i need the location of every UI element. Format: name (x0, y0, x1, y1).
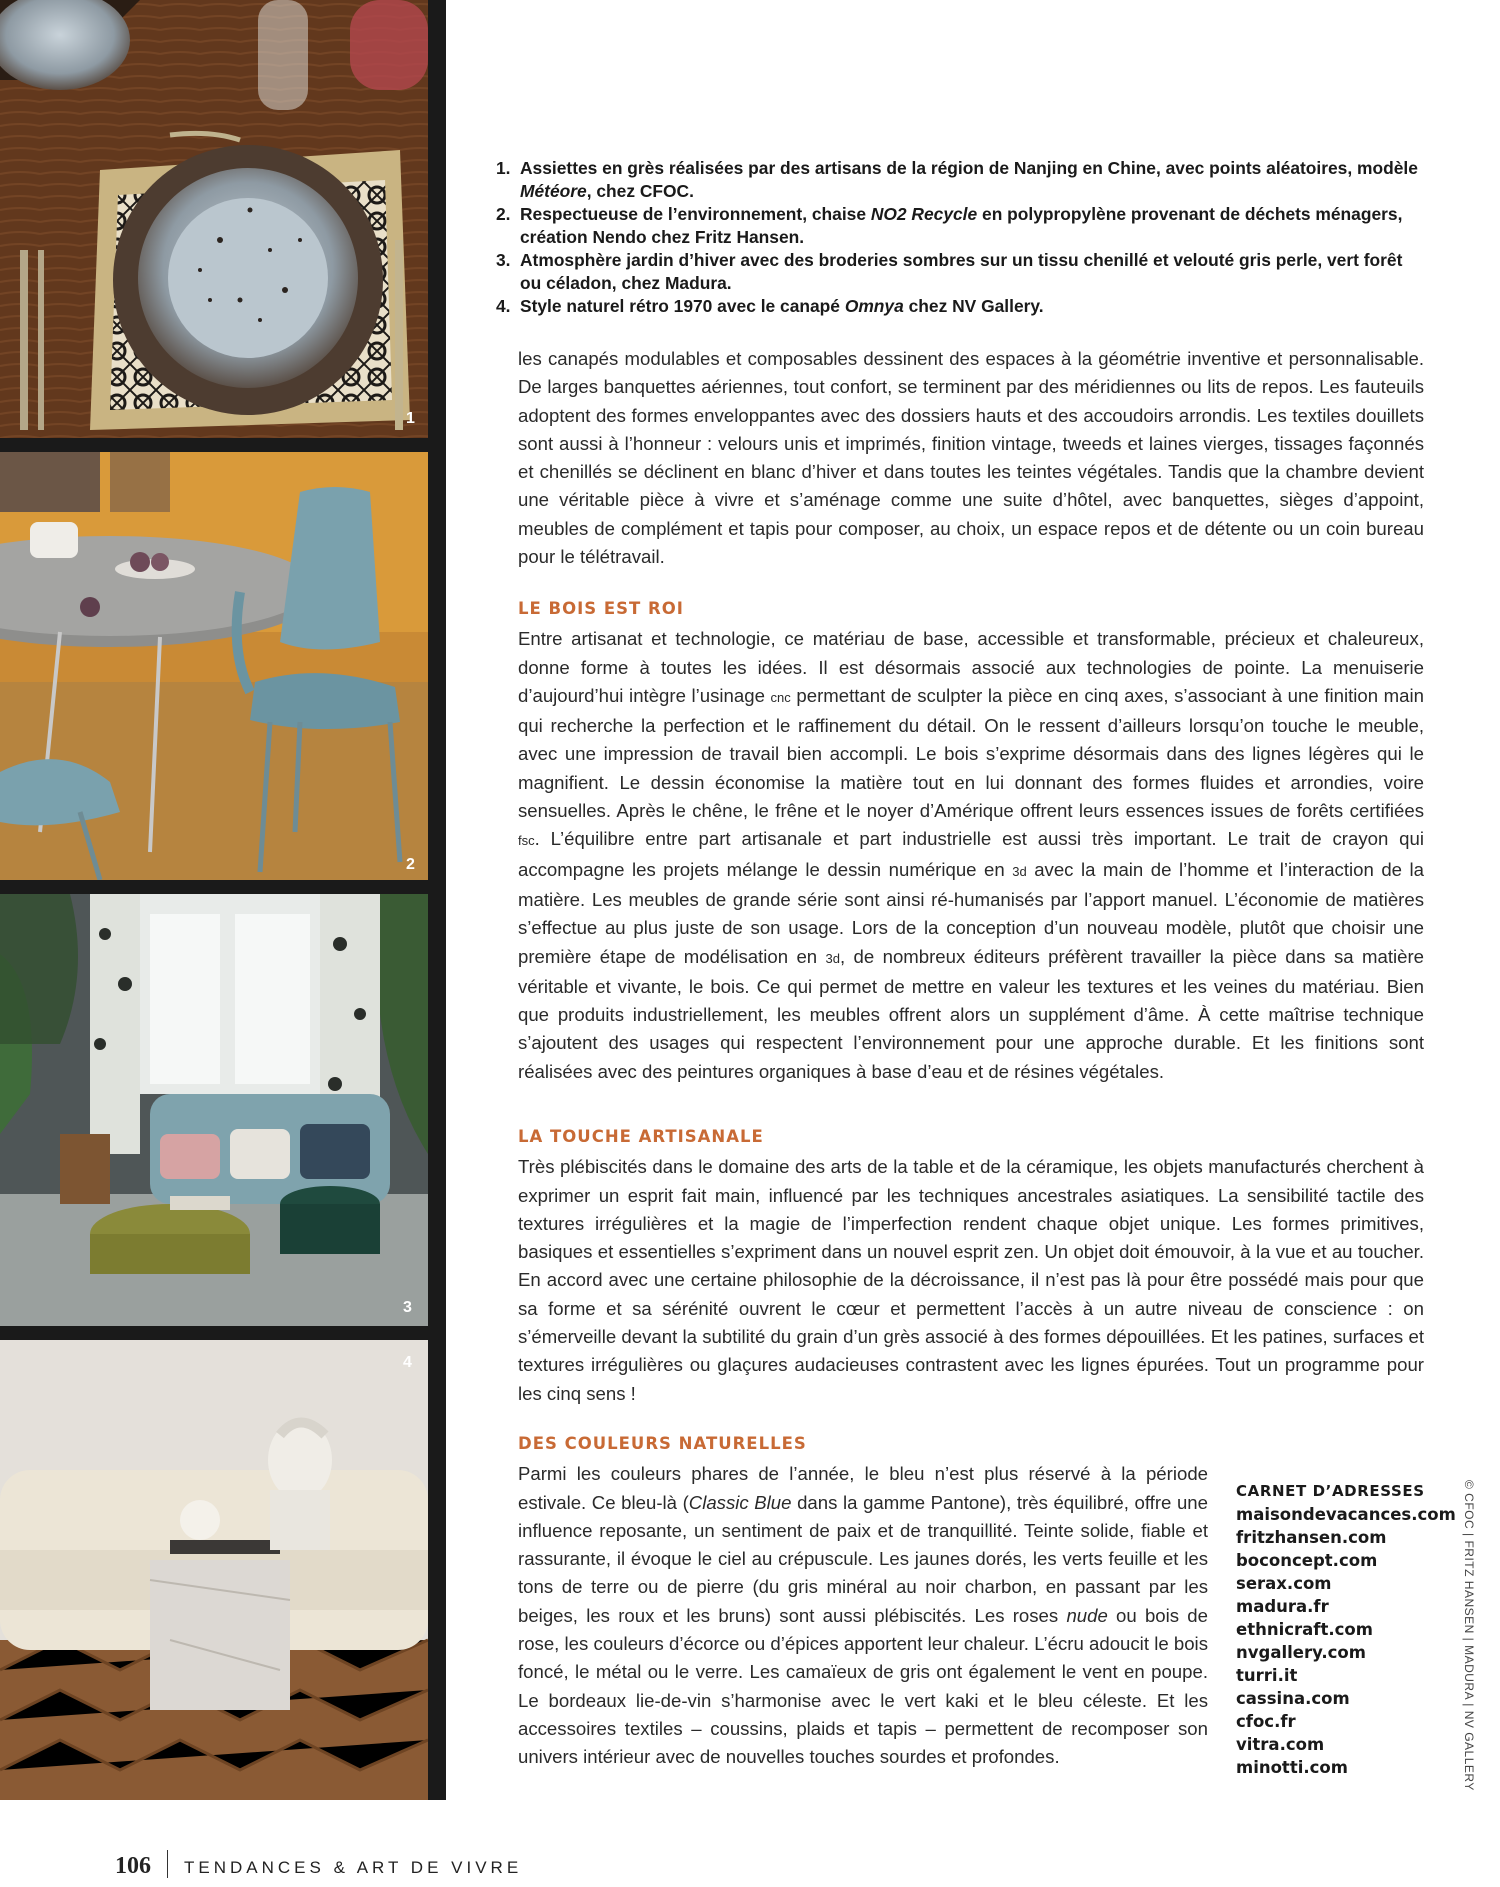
caption-item: 1. Assiettes en grès réalisées par des artisans de la région de Nanjing en Chine, avec points aléatoires, modèle Météore, chez CFOC. (496, 158, 1418, 201)
section-paragraph: Parmi les couleurs phares de l’année, le bleu n’est plus réservé à la période estivale. Ce bleu-là (Classic Blue dans la gamme Pantone), très équilibré, offre une influence reposante, un sentiment de paix et de tranquillité. Teinte solide, fiable et rassurante, il évoque le ciel au crépuscule. Les jaunes dorés, les verts feuille et les tons de terre ou de pierre (du gris minéral au noir charbon, en passant par les beiges, les roux et les bruns) sont aussi plébiscités. Les roses nude ou bois de rose, les couleurs d’écorce ou d’épices apportent leur chaleur. L’écru adoucit le bois foncé, le métal ou le verre. Les camaïeux de gris ont également le vent en poupe. Le bordeaux lie-de-vin s’harmonise avec le vert kaki et le bleu céleste. Et les accessoires textiles – coussins, plaids et tapis – permettent de recomposer son univers intérieur avec de nouvelles touches sourdes et profondes. (518, 1463, 1208, 1768)
address-book-title: CARNET D’ADRESSES (1236, 1482, 1425, 1500)
plates-image (0, 0, 428, 438)
sofa-image (0, 1340, 428, 1800)
photo-label-4: 4 (403, 1354, 412, 1371)
address-link[interactable]: turri.it (1236, 1666, 1298, 1685)
photo-chairs (0, 452, 428, 880)
address-link[interactable]: ethnicraft.com (1236, 1620, 1373, 1639)
chairs-image (0, 452, 428, 880)
address-link[interactable]: cassina.com (1236, 1689, 1350, 1708)
caption-item: 3. Atmosphère jardin d’hiver avec des broderies sombres sur un tissu chenillé et velouté gris perle, vert forêt ou céladon, chez Madura. (496, 250, 1403, 293)
address-book (1236, 1482, 1456, 1779)
section-bois (518, 595, 1424, 1086)
footer-divider (167, 1850, 168, 1878)
section-heading: LA TOUCHE ARTISANALE (518, 1127, 764, 1146)
photo-captions (496, 157, 1426, 318)
photo-plates (0, 0, 428, 438)
photo-label-3: 3 (403, 1299, 412, 1316)
page-footer (115, 1850, 522, 1880)
section-couleurs (518, 1430, 1208, 1772)
caption-item: 2. Respectueuse de l’environnement, chaise NO2 Recycle en polypropylène provenant de déchets ménagers, création Nendo chez Fritz Hansen. (496, 204, 1403, 247)
section-name: TENDANCES & ART DE VIVRE (184, 1858, 523, 1877)
caption-item: 4. Style naturel rétro 1970 avec le canapé Omnya chez NV Gallery. (496, 296, 1044, 316)
photo-label-1: 1 (406, 410, 415, 427)
address-book-links (1236, 1503, 1456, 1779)
address-link[interactable]: fritzhansen.com (1236, 1528, 1387, 1547)
photo-sofa (0, 1340, 428, 1800)
section-artisanale (518, 1123, 1424, 1408)
photo-column (0, 0, 446, 1800)
address-link[interactable]: madura.fr (1236, 1597, 1329, 1616)
section-paragraph: Entre artisanat et technologie, ce matériau de base, accessible et transformable, précieux et chaleureux, donne forme à toutes les idées. Il est désormais associé aux technologies de pointe. La menuiserie d’aujourd’hui intègre l’usinage cnc permettant de sculpter la pièce en cinq axes, s’associant à une finition main qui recherche la perfection et le raffinement du détail. On le ressent d’ailleurs lorsqu’on touche le meuble, avec une impression de travail bien accompli. Le bois s’exprime désormais dans des lignes légères qui le magnifient. Le dessin économise la matière tout en lui donnant des formes fluides et arrondies, voire sensuelles. Après le chêne, le frêne et le noyer d’Amérique offrent leurs essences issues de forêts certifiées fsc. L’équilibre entre part artisanale et part industrielle est aussi très important. Le trait de crayon qui accompagne les projets mélange le dessin numérique en 3d avec la main de l’homme et l’interaction de la matière. Les meubles de grande série sont ainsi ré-humanisés par l’apport manuel. L’économie de matières s’effectue au plus juste de son usage. Lors de la conception d’un nouveau modèle, plutôt que choisir une première étape de modélisation en 3d, de nombreux éditeurs préfèrent travailler la pièce dans sa matière véritable et vivante, le bois. Ce qui permet de mettre en valeur les textures et les veines du matériau. Bien que produits industriellement, les meubles offrent alors un supplément d’âme. À cette maîtrise technique s’ajoutent des usages qui respectent l’environnement pour une approche durable. Et les finitions sont réalisées avec des peintures organiques à base d’eau et de résines végétales. (518, 628, 1424, 1082)
intro-paragraph: les canapés modulables et composables dessinent des espaces à la géométrie inventive et personnalisable. De larges banquettes aériennes, tout confort, se terminent par des méridiennes ou lits de repos. Les fauteuils adoptent des formes enveloppantes avec des dossiers hauts et des accoudoirs arrondis. Les textiles douillets sont aussi à l’honneur : velours unis et imprimés, finition vintage, tweeds et laines vierges, tissages façonnés et chenillés se déclinent en blanc d’hiver et dans toutes les teintes végétales. Tandis que la chambre devient une véritable pièce à vivre et s’aménage comme une suite d’hôtel, avec banquettes, sièges d’appoint, meubles de complément et tapis pour composer, au choix, un espace repos et de détente ou un coin bureau pour le télétravail. (518, 348, 1424, 568)
photo-credits: © CFOC | FRITZ HANSEN | MADURA | NV GALLERY (1462, 1480, 1476, 1791)
living-room-image (0, 894, 428, 1326)
address-link[interactable]: cfoc.fr (1236, 1712, 1296, 1731)
section-heading: DES COULEURS NATURELLES (518, 1434, 807, 1453)
section-paragraph: Très plébiscités dans le domaine des arts de la table et de la céramique, les objets manufacturés cherchent à exprimer un esprit fait main, influencé par les techniques ancestrales asiatiques. La sensibilité tactile des textures irrégulières et la magie de l’imperfection rendent chaque objet unique. Les formes primitives, basiques et essentielles s’expriment dans un nouvel esprit zen. Un objet doit émouvoir, à la vue et au toucher. En accord avec une certaine philosophie de la décroissance, il n’est pas là pour être possédé mais pour que sa forme et sa sérénité ouvrent le cœur et permettent l’accès à un autre niveau de conscience : on s’émerveille devant la subtilité du grain d’un grès associé à des formes dépouillées. Et les patines, surfaces et textures irrégulières ou glaçures audacieuses contrastent avec les lignes épurées. Tout un programme pour les cinq sens ! (518, 1156, 1424, 1404)
address-link[interactable]: serax.com (1236, 1574, 1332, 1593)
photo-label-2: 2 (406, 856, 415, 873)
photo-living-room (0, 894, 428, 1326)
address-link[interactable]: nvgallery.com (1236, 1643, 1366, 1662)
address-link[interactable]: maisondevacances.com (1236, 1505, 1456, 1524)
address-link[interactable]: boconcept.com (1236, 1551, 1378, 1570)
address-link[interactable]: minotti.com (1236, 1758, 1348, 1777)
page-number: 106 (115, 1853, 151, 1879)
section-heading: LE BOIS EST ROI (518, 599, 684, 618)
address-link[interactable]: vitra.com (1236, 1735, 1325, 1754)
